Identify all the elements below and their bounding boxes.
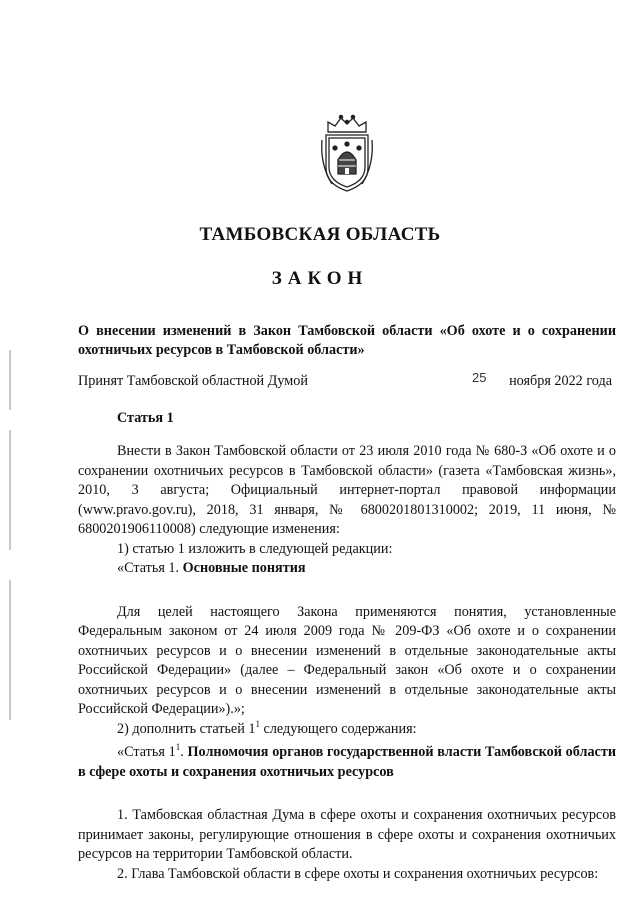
item-1-paragraph: 1) статью 1 изложить в следующей редакции: (117, 540, 393, 557)
document-type-heading: ЗАКОН (271, 268, 369, 289)
law-title: О внесении изменений в Закон Тамбовской области «Об охоте и о сохранении охотничьих ресурсов в Тамбовской области» (78, 323, 616, 358)
quote-2-prefix: «Статья 1 (117, 744, 176, 760)
article-intro-paragraph: Внести в Закон Тамбовской области от 23 июля 2010 года № 680-З «Об охоте и о сохранении охотничьих ресурсов в Тамбовской области» (газета «Тамбовская жизнь», 2010, 3 августа; Официальный интернет-портал правовой информации (www.pravo.gov.ru), 2018, 31 января, № 6800201801310002; 2019, 11 июня, № 6800201906110008) следующие изменения: (78, 443, 616, 537)
quote-1-prefix: «Статья 1. (117, 560, 183, 576)
point-2-paragraph: 2. Глава Тамбовской области в сфере охоты и сохранения охотничьих ресурсов: (117, 865, 599, 882)
quote-2-title: Полномочия органов государственной власти Тамбовской области в сфере охоты и сохранения охотничьих ресурсов (78, 744, 616, 780)
item-2-prefix: 2) дополнить статьей 1 (117, 720, 256, 737)
coat-of-arms-icon (318, 110, 376, 194)
adoption-day: 25 (472, 370, 487, 385)
item-2-superscript: 1 (255, 718, 260, 729)
article-heading: Статья 1 (117, 410, 174, 426)
adoption-month-year: ноября 2022 года (509, 373, 612, 389)
quote-1-heading (78, 559, 616, 579)
quote-2-heading (78, 743, 616, 782)
definitions-paragraph: Для целей настоящего Закона применяются понятия, установленные Федеральным законом от 24 июля 2009 года № 209-ФЗ «Об охоте и о сохранении охотничьих ресурсов и о внесении изменений в отдельные законодательные акты Российской Федерации» (далее – Федеральный закон «Об охоте и о сохранении охотничьих ресурсов и о внесении изменений в отдельные законодательные акты Российской Федерации»).»; (78, 603, 616, 717)
article-body (78, 442, 616, 884)
quote-1-title: Основные понятия (182, 560, 306, 576)
item-2-suffix: следующего содержания: (259, 720, 417, 737)
adoption-label: Принят Тамбовской областной Думой (78, 373, 308, 389)
quote-2-superscript: 1 (175, 742, 181, 752)
quote-2-dot: . (180, 744, 188, 760)
margin-scan-mark (7, 350, 13, 730)
region-heading: ТАМБОВСКАЯ ОБЛАСТЬ (199, 224, 441, 245)
point-1-paragraph: 1. Тамбовская областная Дума в сфере охоты и сохранения охотничьих ресурсов принимает законы, регулирующие отношения в сфере охоты и сохранения охотничьих ресурсов на территории Тамбовской области. (78, 807, 616, 862)
item-2-paragraph (78, 720, 616, 740)
adoption-line (78, 370, 616, 393)
